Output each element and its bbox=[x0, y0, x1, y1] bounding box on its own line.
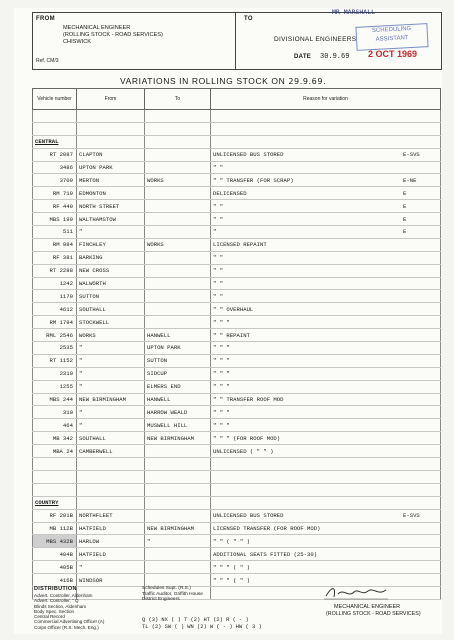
col-vehicle: Vehicle number bbox=[33, 89, 77, 110]
vehicle-cell: RML 2546 bbox=[33, 329, 77, 342]
vehicle-cell bbox=[33, 470, 77, 483]
reason-cell bbox=[211, 174, 441, 187]
from-cell bbox=[77, 470, 145, 483]
table-row bbox=[33, 277, 441, 290]
to-cell bbox=[145, 303, 211, 316]
reason-cell bbox=[211, 303, 441, 316]
reason-cell bbox=[211, 290, 441, 303]
variations-table bbox=[32, 88, 441, 600]
reason-cell bbox=[211, 483, 441, 496]
to-cell bbox=[145, 161, 211, 174]
table-row bbox=[33, 432, 441, 445]
vehicle-cell: RM 984 bbox=[33, 238, 77, 251]
from-cell: " bbox=[77, 561, 145, 574]
table-row bbox=[33, 264, 441, 277]
vehicle-cell: RM 1794 bbox=[33, 316, 77, 329]
vehicle-cell bbox=[33, 122, 77, 135]
table-row bbox=[33, 187, 441, 200]
reason-cell bbox=[211, 251, 441, 264]
from-cell: " bbox=[77, 367, 145, 380]
vehicle-cell: RT 1152 bbox=[33, 354, 77, 367]
vehicle-cell: MBS 199 bbox=[33, 213, 77, 226]
reason-cell bbox=[211, 161, 441, 174]
reason-text: " " TRANSFER (FOR SCRAP) bbox=[213, 176, 294, 184]
received-date-stamp: 2 OCT 1969 bbox=[368, 49, 418, 59]
to-cell: UPTON PARK bbox=[145, 342, 211, 355]
date-value: 30.9.69 bbox=[320, 53, 350, 61]
reason-cell bbox=[211, 187, 441, 200]
from-cell: CLAPTON bbox=[77, 148, 145, 161]
reason-text: UNLICENSED BUS STORED bbox=[213, 512, 284, 520]
reason-text: " " ( " " ) bbox=[213, 537, 250, 545]
reason-text: " " TRANSFER ROOF MOD bbox=[213, 396, 284, 404]
reason-cell bbox=[211, 213, 441, 226]
garage-codes-line-2: TL (2) SW ( ) WN (2) W ( - ) HW ( 3 ) bbox=[142, 624, 262, 630]
empty-cell bbox=[77, 135, 145, 148]
code-text: E bbox=[403, 215, 407, 223]
from-cell: WALTHAMSTOW bbox=[77, 213, 145, 226]
reason-cell bbox=[211, 535, 441, 548]
reason-cell bbox=[211, 200, 441, 213]
vehicle-cell: RT 2087 bbox=[33, 148, 77, 161]
to-cell bbox=[145, 213, 211, 226]
vehicle-cell: MB 342 bbox=[33, 432, 77, 445]
code-text: E-SVS bbox=[403, 512, 420, 520]
reason-text: " " REPAINT bbox=[213, 331, 250, 339]
reason-text: LICENSED REPAINT bbox=[213, 241, 267, 249]
vehicle-cell: 3709 bbox=[33, 174, 77, 187]
vehicle-cell: MBS 432B bbox=[33, 535, 77, 548]
code-text: E-SVS bbox=[403, 151, 420, 159]
from-cell: " bbox=[77, 226, 145, 239]
from-cell: NORTHFLEET bbox=[77, 509, 145, 522]
from-cell: HATFIELD bbox=[77, 548, 145, 561]
to-cell: MUSWELL HILL bbox=[145, 419, 211, 432]
reason-text: " " bbox=[213, 280, 224, 288]
table-row bbox=[33, 522, 441, 535]
reason-text: " " bbox=[213, 164, 224, 171]
signature-subtitle: (ROLLING STOCK - ROAD SERVICES) bbox=[326, 611, 421, 617]
from-cell: EDMONTON bbox=[77, 187, 145, 200]
reason-cell bbox=[211, 264, 441, 277]
reason-cell bbox=[211, 277, 441, 290]
page-title bbox=[120, 76, 326, 86]
reason-cell bbox=[211, 316, 441, 329]
code-text: E bbox=[403, 228, 407, 236]
to-cell bbox=[145, 251, 211, 264]
to-cell bbox=[145, 200, 211, 213]
table-row bbox=[33, 290, 441, 303]
reason-text: " " " bbox=[213, 383, 230, 391]
vehicle-cell: 1170 bbox=[33, 290, 77, 303]
distribution-mid-item: District Engineers bbox=[142, 597, 180, 603]
vehicle-cell bbox=[33, 483, 77, 496]
reason-text: " " bbox=[213, 202, 224, 210]
table-row bbox=[33, 393, 441, 406]
reason-cell bbox=[211, 122, 441, 135]
from-line: (ROLLING STOCK - ROAD SERVICES) bbox=[63, 32, 163, 38]
stamp-text: SCHEDULING ASSISTANT bbox=[371, 25, 412, 43]
from-cell: " bbox=[77, 342, 145, 355]
to-cell bbox=[145, 470, 211, 483]
reason-cell bbox=[211, 522, 441, 535]
vehicle-cell: RF 381 bbox=[33, 251, 77, 264]
table-row bbox=[33, 406, 441, 419]
from-cell bbox=[77, 110, 145, 123]
vehicle-cell: 3486 bbox=[33, 161, 77, 174]
reason-cell bbox=[211, 148, 441, 161]
table-row bbox=[33, 161, 441, 174]
to-cell bbox=[145, 277, 211, 290]
from-cell: UPTON PARK bbox=[77, 161, 145, 174]
table-row bbox=[33, 483, 441, 496]
to-cell: WORKS bbox=[145, 238, 211, 251]
empty-cell bbox=[77, 496, 145, 509]
signature-scribble bbox=[322, 584, 392, 602]
table-row bbox=[33, 548, 441, 561]
section-label: CENTRAL bbox=[33, 135, 77, 148]
from-cell bbox=[77, 483, 145, 496]
reason-cell bbox=[211, 458, 441, 471]
reason-text: " " OVERHAUL bbox=[213, 305, 254, 313]
reason-text: " " " bbox=[213, 370, 230, 378]
reason-cell bbox=[211, 419, 441, 432]
signature-title: MECHANICAL ENGINEER bbox=[334, 604, 401, 610]
from-cell: SOUTHALL bbox=[77, 432, 145, 445]
vehicle-cell: 1242 bbox=[33, 277, 77, 290]
vehicle-cell: MBA 24 bbox=[33, 445, 77, 458]
table-row bbox=[33, 445, 441, 458]
reason-text: LICENSED TRANSFER (FOR ROOF MOD) bbox=[213, 524, 321, 532]
reason-text: " " " bbox=[213, 421, 230, 429]
from-cell: WINDSOR bbox=[77, 574, 145, 587]
reason-text: " " bbox=[213, 292, 224, 300]
vehicle-cell: 4612 bbox=[33, 303, 77, 316]
reason-text: " " " bbox=[213, 344, 230, 352]
reason-cell bbox=[211, 367, 441, 380]
reference: Ref. CM/3 bbox=[36, 58, 59, 64]
section-label: COUNTRY bbox=[33, 496, 77, 509]
from-cell: " bbox=[77, 419, 145, 432]
vehicle-cell: 2535 bbox=[33, 342, 77, 355]
code-text: E bbox=[403, 189, 407, 197]
table-row bbox=[33, 458, 441, 471]
section-row bbox=[33, 135, 441, 148]
reason-text: " " " ( " ) bbox=[213, 576, 250, 584]
to-cell bbox=[145, 110, 211, 123]
date-label: DATE bbox=[294, 54, 312, 60]
from-cell: NORTH STREET bbox=[77, 200, 145, 213]
distribution-item: Blinds Section, Aldenham bbox=[34, 603, 87, 609]
from-cell: STOCKWELL bbox=[77, 316, 145, 329]
from-cell bbox=[77, 458, 145, 471]
table-row bbox=[33, 380, 441, 393]
table-row bbox=[33, 342, 441, 355]
distribution-item: Advert. Controller, " Q bbox=[34, 598, 79, 604]
distribution-item: Advert. Controller, Aldenham bbox=[34, 593, 93, 598]
from-cell: FINCHLEY bbox=[77, 238, 145, 251]
from-lines bbox=[63, 25, 163, 46]
vehicle-cell: 2310 bbox=[33, 367, 77, 380]
from-cell: BARKING bbox=[77, 251, 145, 264]
to-cell: HARROW WEALD bbox=[145, 406, 211, 419]
from-cell: NEW CROSS bbox=[77, 264, 145, 277]
vehicle-cell: RF 201B bbox=[33, 509, 77, 522]
vehicle-cell bbox=[33, 110, 77, 123]
vehicle-cell: RT 2288 bbox=[33, 264, 77, 277]
to-cell bbox=[145, 445, 211, 458]
to-text: DIVISIONAL ENGINEERS bbox=[274, 36, 357, 43]
table-row bbox=[33, 148, 441, 161]
from-box bbox=[33, 13, 236, 69]
table-row bbox=[33, 110, 441, 123]
reason-cell bbox=[211, 509, 441, 522]
code-text: E bbox=[403, 202, 407, 210]
from-cell bbox=[77, 122, 145, 135]
from-cell: WORKS bbox=[77, 329, 145, 342]
reason-cell bbox=[211, 238, 441, 251]
distribution-list bbox=[34, 593, 104, 630]
reason-cell bbox=[211, 406, 441, 419]
vehicle-cell: 1255 bbox=[33, 380, 77, 393]
reason-cell bbox=[211, 393, 441, 406]
from-cell: MERTON bbox=[77, 174, 145, 187]
vehicle-cell: 511 bbox=[33, 226, 77, 239]
table-row bbox=[33, 470, 441, 483]
from-line: CHISWICK bbox=[63, 39, 91, 45]
to-cell bbox=[145, 226, 211, 239]
reason-text: " " " (FOR ROOF MOD) bbox=[213, 434, 281, 442]
reason-text: " " bbox=[213, 267, 224, 275]
vehicle-cell: RF 440 bbox=[33, 200, 77, 213]
vehicle-cell: RM 719 bbox=[33, 187, 77, 200]
table-row bbox=[33, 122, 441, 135]
title-text: VARIATIONS IN ROLLING STOCK ON bbox=[120, 76, 286, 86]
to-cell: SUTTON bbox=[145, 354, 211, 367]
handwritten-addressee: MR MARSHALL bbox=[332, 8, 376, 16]
reason-cell bbox=[211, 342, 441, 355]
reason-text: " bbox=[213, 228, 217, 236]
from-line: MECHANICAL ENGINEER bbox=[63, 25, 131, 31]
title-date: 29.9.69. bbox=[288, 77, 327, 86]
table-header-row bbox=[33, 89, 441, 110]
col-to: To bbox=[145, 89, 211, 110]
table-row bbox=[33, 561, 441, 574]
reason-text: DELICENSED bbox=[213, 189, 247, 197]
from-cell: CAMBERWELL bbox=[77, 445, 145, 458]
empty-cell bbox=[211, 135, 441, 148]
to-cell bbox=[145, 483, 211, 496]
reason-cell bbox=[211, 432, 441, 445]
vehicle-cell: MBS 244 bbox=[33, 393, 77, 406]
reason-text: UNLICENSED BUS STORED bbox=[213, 151, 284, 159]
to-cell bbox=[145, 561, 211, 574]
to-cell bbox=[145, 122, 211, 135]
to-cell bbox=[145, 509, 211, 522]
table-row bbox=[33, 535, 441, 548]
table-row bbox=[33, 213, 441, 226]
table-row bbox=[33, 316, 441, 329]
to-cell: SIDCUP bbox=[145, 367, 211, 380]
to-cell bbox=[145, 316, 211, 329]
reason-text: " " bbox=[213, 215, 224, 223]
distribution-label: DISTRIBUTION bbox=[34, 586, 77, 592]
distribution-mid-item: Traffic Auditor, Griffith House bbox=[142, 591, 203, 597]
from-label: FROM bbox=[36, 16, 55, 22]
to-cell: NEW BIRMINGHAM bbox=[145, 522, 211, 535]
table-row bbox=[33, 238, 441, 251]
col-reason: Reason for variation bbox=[211, 89, 441, 110]
to-cell bbox=[145, 187, 211, 200]
received-stamp bbox=[355, 23, 428, 51]
reason-cell bbox=[211, 110, 441, 123]
vehicle-cell: 405B bbox=[33, 561, 77, 574]
vehicle-cell: 404B bbox=[33, 548, 77, 561]
reason-cell bbox=[211, 380, 441, 393]
reason-text: " " " bbox=[213, 357, 230, 365]
to-cell bbox=[145, 548, 211, 561]
to-cell bbox=[145, 458, 211, 471]
table-row bbox=[33, 329, 441, 342]
from-cell: " bbox=[77, 354, 145, 367]
table-row bbox=[33, 419, 441, 432]
to-cell bbox=[145, 148, 211, 161]
to-cell: HANWELL bbox=[145, 393, 211, 406]
reason-text: UNLICENSED ( " " ) bbox=[213, 447, 274, 455]
vehicle-cell: 416B bbox=[33, 574, 77, 587]
section-row bbox=[33, 496, 441, 509]
table-row bbox=[33, 226, 441, 239]
from-cell: NEW BIRMINGHAM bbox=[77, 393, 145, 406]
reason-cell bbox=[211, 470, 441, 483]
to-cell bbox=[145, 290, 211, 303]
vehicle-cell: 310 bbox=[33, 406, 77, 419]
garage-codes-line-1: Q (3) NX ( ) T (2) HT (2) R ( - ) bbox=[142, 617, 249, 623]
from-cell: HATFIELD bbox=[77, 522, 145, 535]
to-cell bbox=[145, 264, 211, 277]
col-from: From bbox=[77, 89, 145, 110]
vehicle-cell bbox=[33, 458, 77, 471]
reason-text: " " " ( " ) bbox=[213, 563, 250, 571]
empty-cell bbox=[211, 496, 441, 509]
reason-cell bbox=[211, 445, 441, 458]
reason-cell bbox=[211, 226, 441, 239]
from-cell: " bbox=[77, 406, 145, 419]
reason-text: " " " bbox=[213, 408, 230, 416]
from-cell: " bbox=[77, 380, 145, 393]
table-row bbox=[33, 509, 441, 522]
reason-text: ADDITIONAL SEATS FITTED (25-30) bbox=[213, 550, 318, 558]
table-row bbox=[33, 174, 441, 187]
reason-cell bbox=[211, 548, 441, 561]
distribution-mid-item: Schedules Supt. (R.S.) bbox=[142, 586, 191, 591]
to-cell: WORKS bbox=[145, 174, 211, 187]
table-row bbox=[33, 303, 441, 316]
to-cell: HANWELL bbox=[145, 329, 211, 342]
from-cell: SUTTON bbox=[77, 290, 145, 303]
table-row bbox=[33, 200, 441, 213]
reason-text: " " " bbox=[213, 318, 230, 326]
from-cell: HARLOW bbox=[77, 535, 145, 548]
to-cell: " bbox=[145, 535, 211, 548]
distribution-item: Body Spec. Section bbox=[34, 608, 75, 614]
empty-cell bbox=[145, 496, 211, 509]
vehicle-cell: MB 112B bbox=[33, 522, 77, 535]
empty-cell bbox=[145, 135, 211, 148]
from-cell: WALWORTH bbox=[77, 277, 145, 290]
reason-cell bbox=[211, 354, 441, 367]
to-cell: ELMERS END bbox=[145, 380, 211, 393]
reason-cell bbox=[211, 561, 441, 574]
reason-text: " " bbox=[213, 254, 224, 262]
table-row bbox=[33, 367, 441, 380]
distribution-item: Commercial Advertising Officer (A) bbox=[34, 619, 105, 625]
code-text: E-NE bbox=[403, 176, 417, 184]
table-row bbox=[33, 251, 441, 264]
vehicle-cell: 464 bbox=[33, 419, 77, 432]
distribution-mid bbox=[142, 586, 203, 603]
to-cell: NEW BIRMINGHAM bbox=[145, 432, 211, 445]
distribution-item: Central Record bbox=[34, 614, 65, 620]
to-label: TO bbox=[244, 16, 253, 22]
distribution-item: Corps Officer (R.S. Mech. Eng.) bbox=[34, 624, 99, 630]
table-row bbox=[33, 354, 441, 367]
from-cell: SOUTHALL bbox=[77, 303, 145, 316]
reason-cell bbox=[211, 329, 441, 342]
